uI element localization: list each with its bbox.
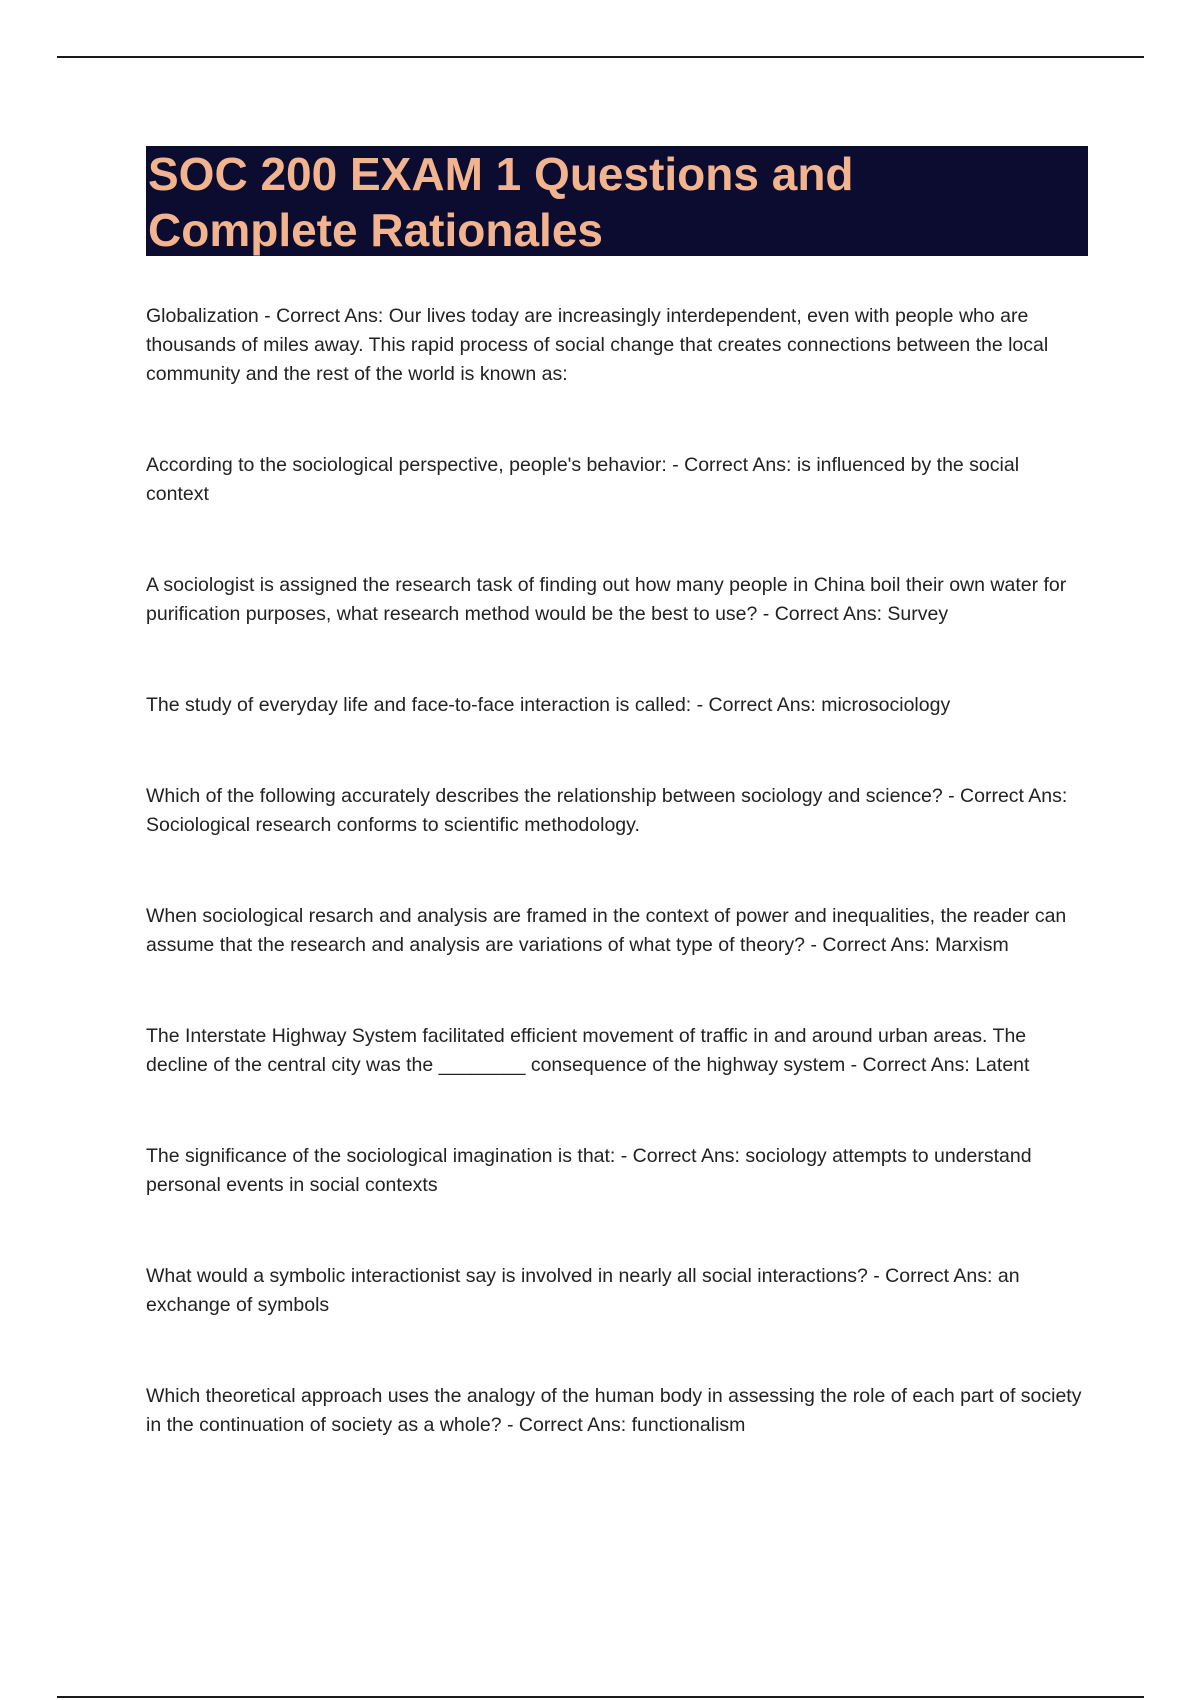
qa-item: Which theoretical approach uses the analogy of the human body in assessing the role of each part of society in the continuation of society as a whole? - Correct Ans: functionalism (146, 1385, 1082, 1436)
qa-item: Globalization - Correct Ans: Our lives today are increasingly interdependent, even with people who are thousands of miles away. This rapid process of social change that creates connections between the local community and the rest of the world is known as: (146, 305, 1049, 385)
qa-item: What would a symbolic interactionist say is involved in nearly all social interactions? - Correct Ans: an exchange of symbols (146, 1265, 1020, 1316)
qa-item: Which of the following accurately describes the relationship between sociology and science? - Correct Ans: Sociological research conforms to scientific methodology. (146, 785, 1068, 836)
bottom-rule (57, 1696, 1144, 1698)
title-banner (146, 146, 1088, 256)
page-title: SOC 200 EXAM 1 Questions and Complete Rationales (148, 148, 854, 256)
qa-item: According to the sociological perspective, people's behavior: - Correct Ans: is influenced by the social context (146, 454, 1020, 505)
qa-item: The significance of the sociological imagination is that: - Correct Ans: sociology attempts to understand personal events in social contexts (146, 1145, 1032, 1196)
qa-item: A sociologist is assigned the research task of finding out how many people in China boil their own water for purification purposes, what research method would be the best to use? - Correct Ans: Survey (146, 574, 1067, 625)
question-answer-list (146, 302, 1086, 1440)
qa-item: The Interstate Highway System facilitated efficient movement of traffic in and around urban areas. The decline of the central city was the ________ consequence of the highway system - Correct Ans: Latent (146, 1025, 1030, 1076)
qa-item: The study of everyday life and face-to-face interaction is called: - Correct Ans: microsociology (146, 694, 951, 716)
qa-item: When sociological resarch and analysis are framed in the context of power and inequalities, the reader can assume that the research and analysis are variations of what type of theory? - Correct Ans: Marxism (146, 905, 1067, 956)
top-rule (57, 56, 1144, 58)
